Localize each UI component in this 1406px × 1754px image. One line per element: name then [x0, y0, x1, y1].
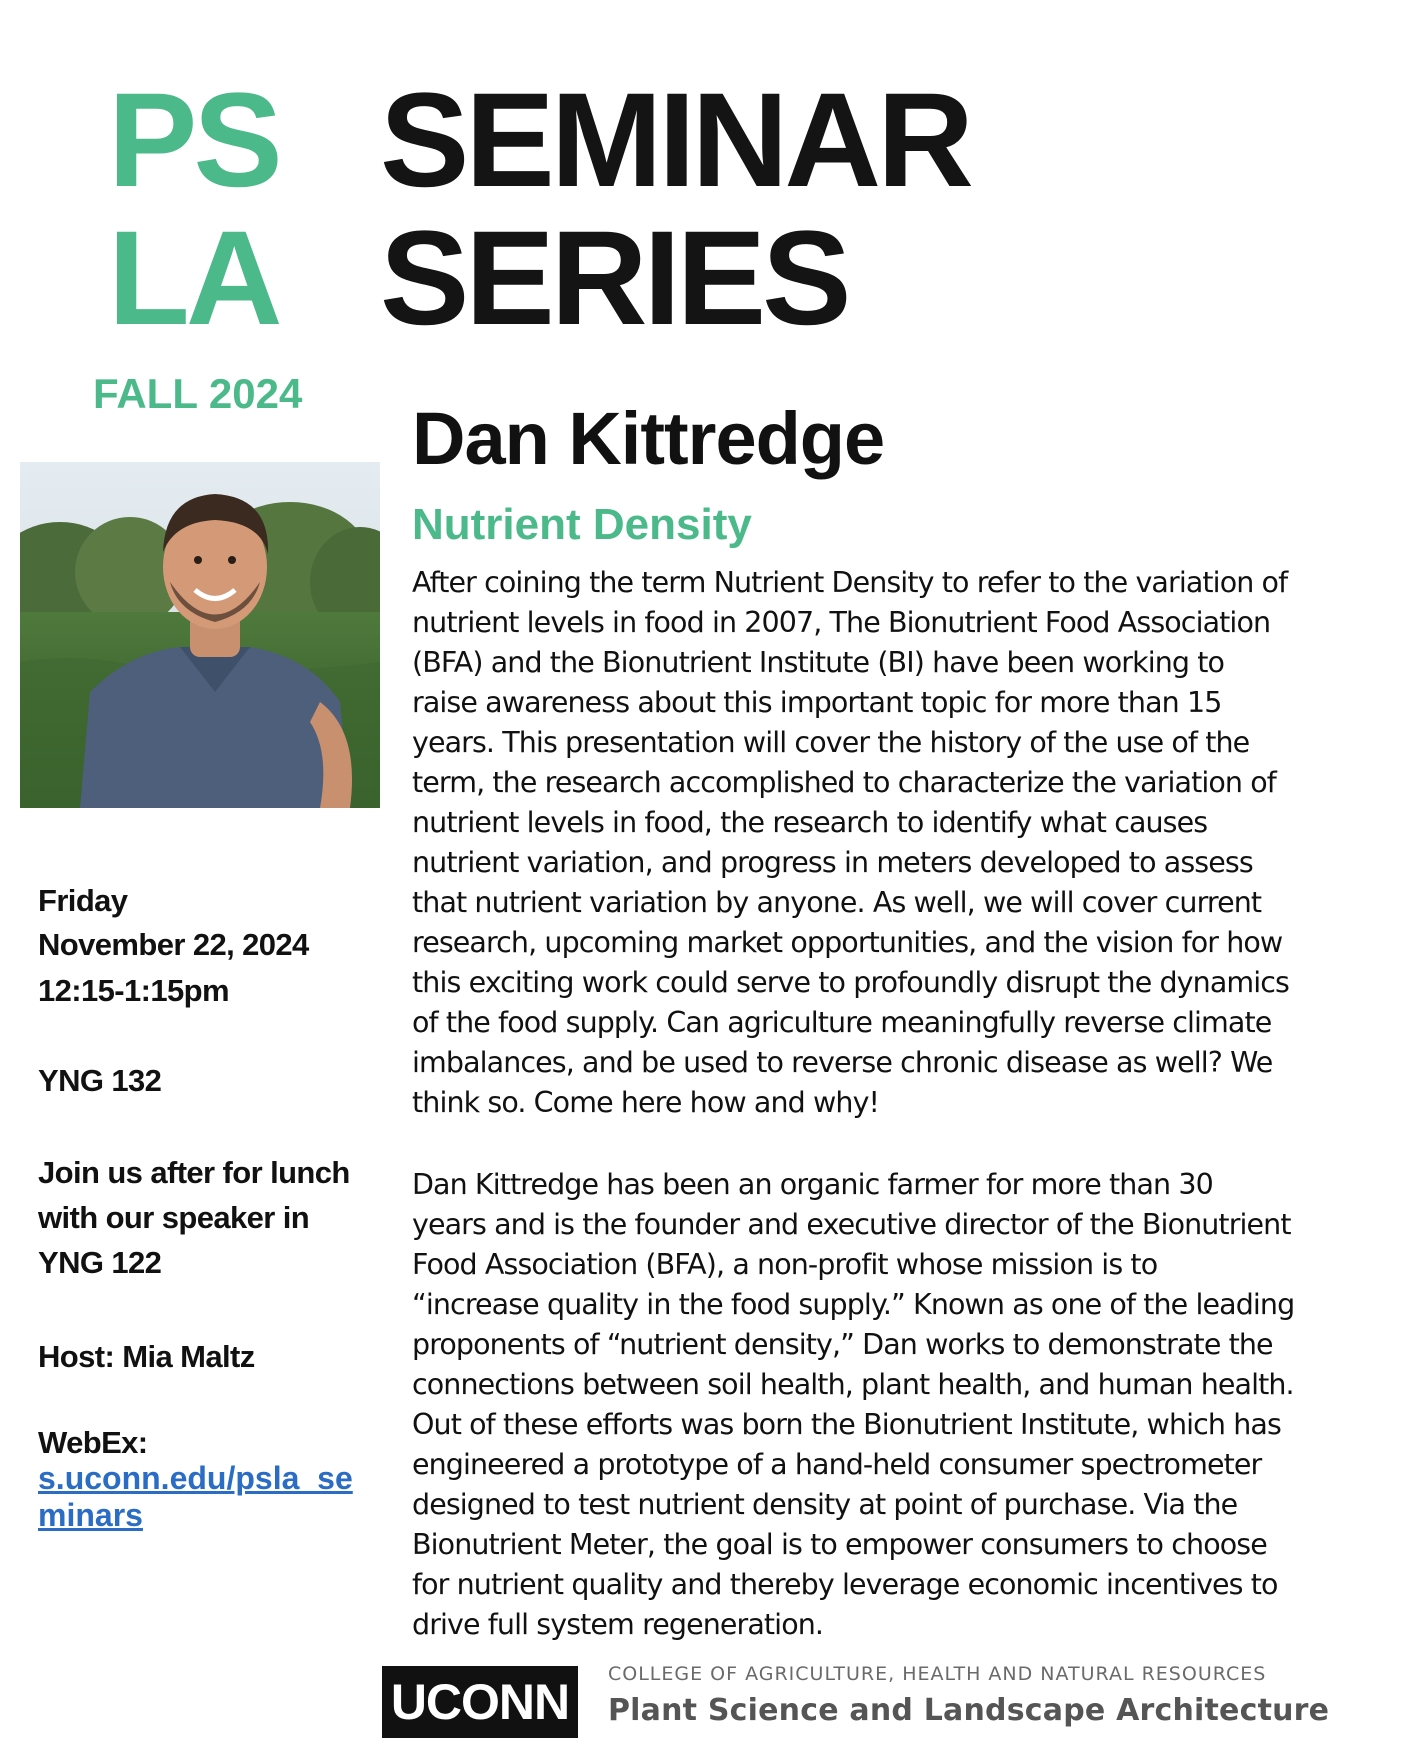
abstract-line: After coining the term Nutrient Density to refer to the variation of: [412, 566, 1288, 599]
abstract-line: nutrient levels in food, the research to identify what causes: [412, 806, 1208, 839]
bio-line: Bionutrient Meter, the goal is to empower consumers to choose: [412, 1528, 1267, 1561]
psla-logo-bottom: LA: [108, 204, 279, 353]
lunch-info: [38, 1150, 358, 1285]
abstract-line: nutrient levels in food in 2007, The Bionutrient Food Association: [412, 606, 1271, 639]
speaker-name: Dan Kittredge: [412, 397, 885, 480]
lunch-line-1: Join us after for lunch: [38, 1155, 350, 1190]
bio-line: years and is the founder and executive director of the Bionutrient: [412, 1208, 1291, 1241]
abstract-line: imbalances, and be used to reverse chronic disease as well? We: [412, 1046, 1273, 1079]
event-host: Host: Mia Maltz: [38, 1339, 255, 1374]
lunch-line-3: YNG 122: [38, 1245, 162, 1280]
abstract-line: think so. Come here how and why!: [412, 1086, 880, 1119]
bio-line: engineered a prototype of a hand-held consumer spectrometer: [412, 1448, 1262, 1481]
event-room: YNG 132: [38, 1063, 162, 1098]
abstract-line: research, upcoming market opportunities, and the vision for how: [412, 926, 1283, 959]
talk-abstract: [412, 563, 1382, 1123]
title-series: SERIES: [380, 204, 848, 353]
abstract-line: term, the research accomplished to characterize the variation of: [412, 766, 1276, 799]
bio-line: Dan Kittredge has been an organic farmer for more than 30: [412, 1168, 1213, 1201]
psla-logo-top: PS: [108, 66, 279, 215]
uconn-logo: UCONN: [382, 1666, 578, 1738]
bio-line: drive full system regeneration.: [412, 1608, 824, 1641]
term-label: FALL 2024: [93, 370, 303, 417]
department-name: Plant Science and Landscape Architecture: [608, 1693, 1330, 1728]
abstract-line: nutrient variation, and progress in meters developed to assess: [412, 846, 1253, 879]
abstract-line: that nutrient variation by anyone. As well, we will cover current: [412, 886, 1262, 919]
bio-line: proponents of “nutrient density,” Dan works to demonstrate the: [412, 1328, 1273, 1361]
webex-link[interactable]: s.uconn.edu/psla_seminars: [38, 1460, 353, 1533]
bio-line: designed to test nutrient density at point of purchase. Via the: [412, 1488, 1238, 1521]
bio-line: connections between soil health, plant health, and human health.: [412, 1368, 1294, 1401]
abstract-line: of the food supply. Can agriculture meaningfully reverse climate: [412, 1006, 1272, 1039]
event-day: Friday: [38, 883, 128, 918]
abstract-line: raise awareness about this important topic for more than 15: [412, 686, 1222, 719]
bio-line: Food Association (BFA), a non-profit whose mission is to: [412, 1248, 1158, 1281]
lunch-line-2: with our speaker in: [38, 1200, 310, 1235]
event-time: 12:15-1:15pm: [38, 973, 229, 1008]
talk-title: Nutrient Density: [412, 500, 752, 549]
college-name: COLLEGE OF AGRICULTURE, HEALTH AND NATURAL RESOURCES: [608, 1663, 1267, 1685]
webex-label: WebEx:: [38, 1425, 148, 1460]
abstract-line: years. This presentation will cover the history of the use of the: [412, 726, 1250, 759]
speaker-photo: [20, 462, 380, 808]
abstract-line: (BFA) and the Bionutrient Institute (BI) have been working to: [412, 646, 1225, 679]
bio-line: for nutrient quality and thereby leverage economic incentives to: [412, 1568, 1278, 1601]
speaker-bio: [412, 1165, 1382, 1645]
abstract-line: this exciting work could serve to profoundly disrupt the dynamics: [412, 966, 1289, 999]
event-date: November 22, 2024: [38, 927, 309, 962]
bio-line: Out of these efforts was born the Bionutrient Institute, which has: [412, 1408, 1281, 1441]
bio-line: “increase quality in the food supply.” Known as one of the leading: [412, 1288, 1295, 1321]
title-seminar: SEMINAR: [380, 66, 970, 215]
